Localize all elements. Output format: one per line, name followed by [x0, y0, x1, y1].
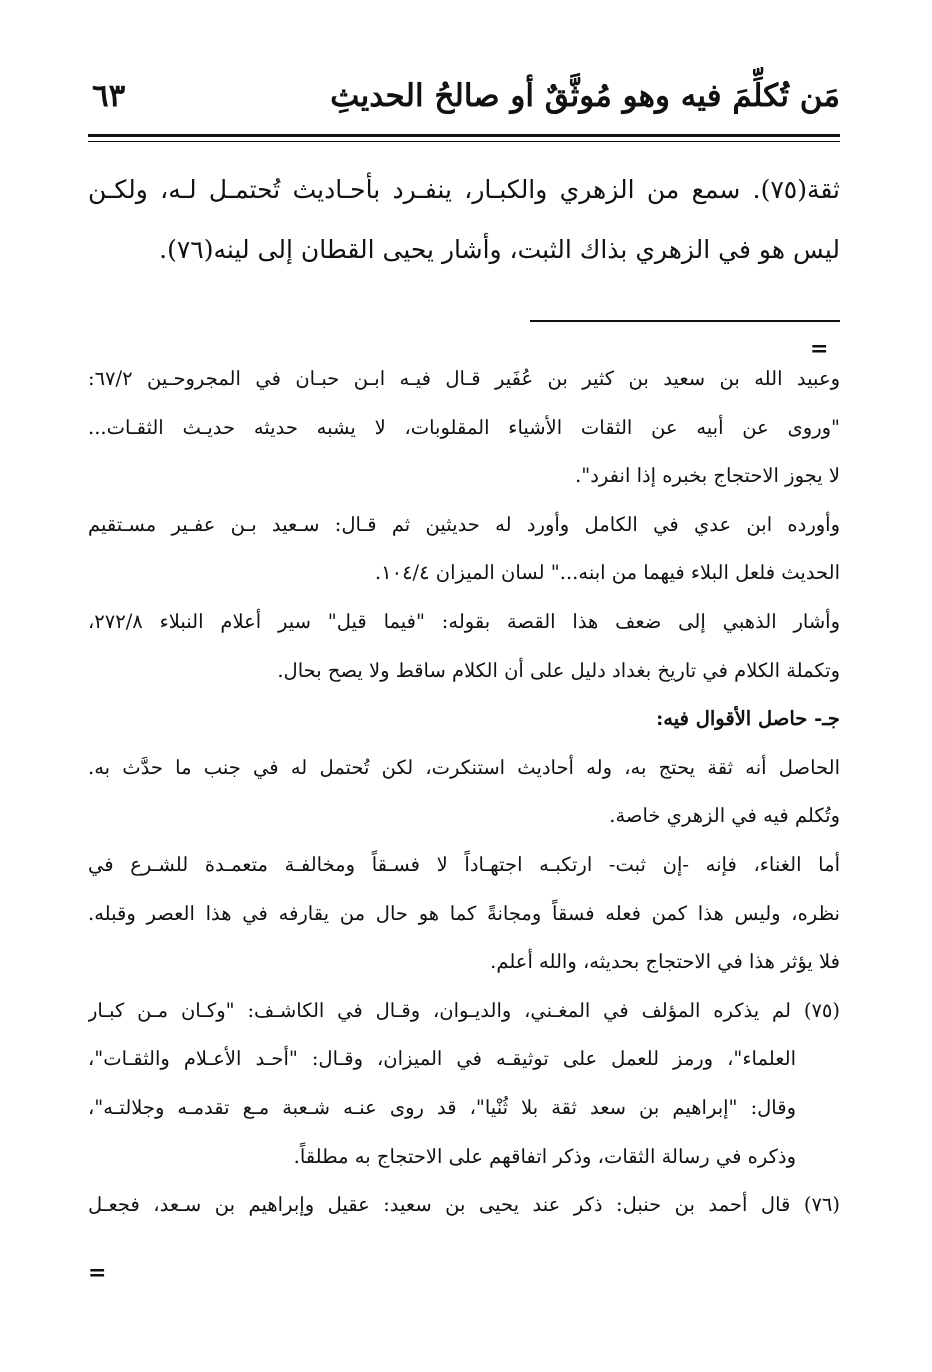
page-number: ٦٣ [92, 78, 126, 114]
footnote-line: وتكملة الكلام في تاريخ بغداد دليل على أن الكلام ساقط ولا يصح بحال. [277, 658, 840, 682]
footnote-line: وأشار الذهبي إلى ضعف هذا القصة بقوله: "فيما قيل" سير أعلام النبلاء ٢٧٢/٨، [88, 609, 840, 633]
footnote-line: وأورده ابن عدي في الكامل وأورد له حديثين ثم قـال: سـعيد بـن عفـير مسـتقيم [88, 512, 840, 536]
footnote-75-line: وذكره في رسالة الثقات، وذكر اتفاقهم على الاحتجاج به مطلقاً. [293, 1144, 796, 1168]
continuation-mark-top: = [810, 336, 829, 362]
footnote-75-line: العلماء"، ورمز للعمل على توثيقـه في الميزان، وقـال: "أحـد الأعـلام والثقـات"، [88, 1047, 796, 1071]
footnote-line: الحديث فلعل البلاء فيهما من ابنه..." لسان الميزان ١٠٤/٤. [374, 561, 840, 585]
footnote-line: الحاصل أنه ثقة يحتج به، وله أحاديث استنكرت، لكن تُحتمل له في جنب ما حدَّث به. [88, 755, 840, 779]
continuation-mark-bottom: = [88, 1260, 107, 1286]
footnote-line: نظره، وليس هذا كمن فعله فسقاً ومجانةً كما هو حال من يقارفه في هذا العصر وقبله. [88, 901, 840, 925]
footnote-line: وتُكلم فيه في الزهري خاصة. [609, 804, 840, 828]
running-title: مَن تُكلِّمَ فيه وهو مُوثَّقٌ أو صالحُ الحديثِ [330, 78, 840, 114]
page-header [88, 74, 840, 126]
footnotes [88, 355, 840, 1230]
main-text [88, 160, 840, 280]
footnote-75-line: وقال: "إبراهيم بن سعد ثقة بلا ثُنْيا"، قد روى عنـه شـعبة مـع تقدمـه وجلالتـه"، [88, 1095, 796, 1119]
header-rule-thin [88, 141, 840, 142]
header-rule-thick [88, 134, 840, 137]
footnote-76-line: (٧٦) قال أحمد بن حنبل: ذكر عند يحيى بن سعيد: عقيل وإبراهيم بن سـعد، فجعـل [88, 1193, 840, 1217]
footnote-line: أما الغناء، فإنه -إن ثبت- ارتكبـه اجتهـاداً لا فسـقاً ومخالفـة متعمـدة للشـرع في [88, 852, 840, 876]
main-text-line: ثقة(٧٥). سمع من الزهري والكبـار، ينفـرد بأحـاديث تُحتمـل لـه، ولكـن [88, 175, 840, 204]
footnote-line: لا يجوز الاحتجاج بخبره إذا انفرد". [575, 464, 840, 488]
footnote-separator [530, 320, 840, 322]
footnote-line: "وروى عن أبيه عن الثقات الأشياء المقلوبات، لا يشبه حديثه حديـث الثقـات... [88, 415, 840, 439]
section-heading: جـ- حاصل الأقوال فيه: [656, 707, 840, 731]
main-text-line: ليس هو في الزهري بذاك الثبت، وأشار يحيى القطان إلى لينه(٧٦). [159, 235, 840, 264]
footnote-line: وعبيد الله بن سعيد بن كثير بن عُفَير قـال فيـه ابـن حبـان في المجروحـين ٦٧/٢: [88, 367, 840, 390]
footnote-75-line: (٧٥) لم يذكره المؤلف في المغـني، والديـوان، وقـال في الكاشـف: "وكـان مـن كبـار [88, 998, 840, 1022]
footnote-line: فلا يؤثر هذا في الاحتجاج بحديثه، والله أعلم. [490, 950, 840, 974]
